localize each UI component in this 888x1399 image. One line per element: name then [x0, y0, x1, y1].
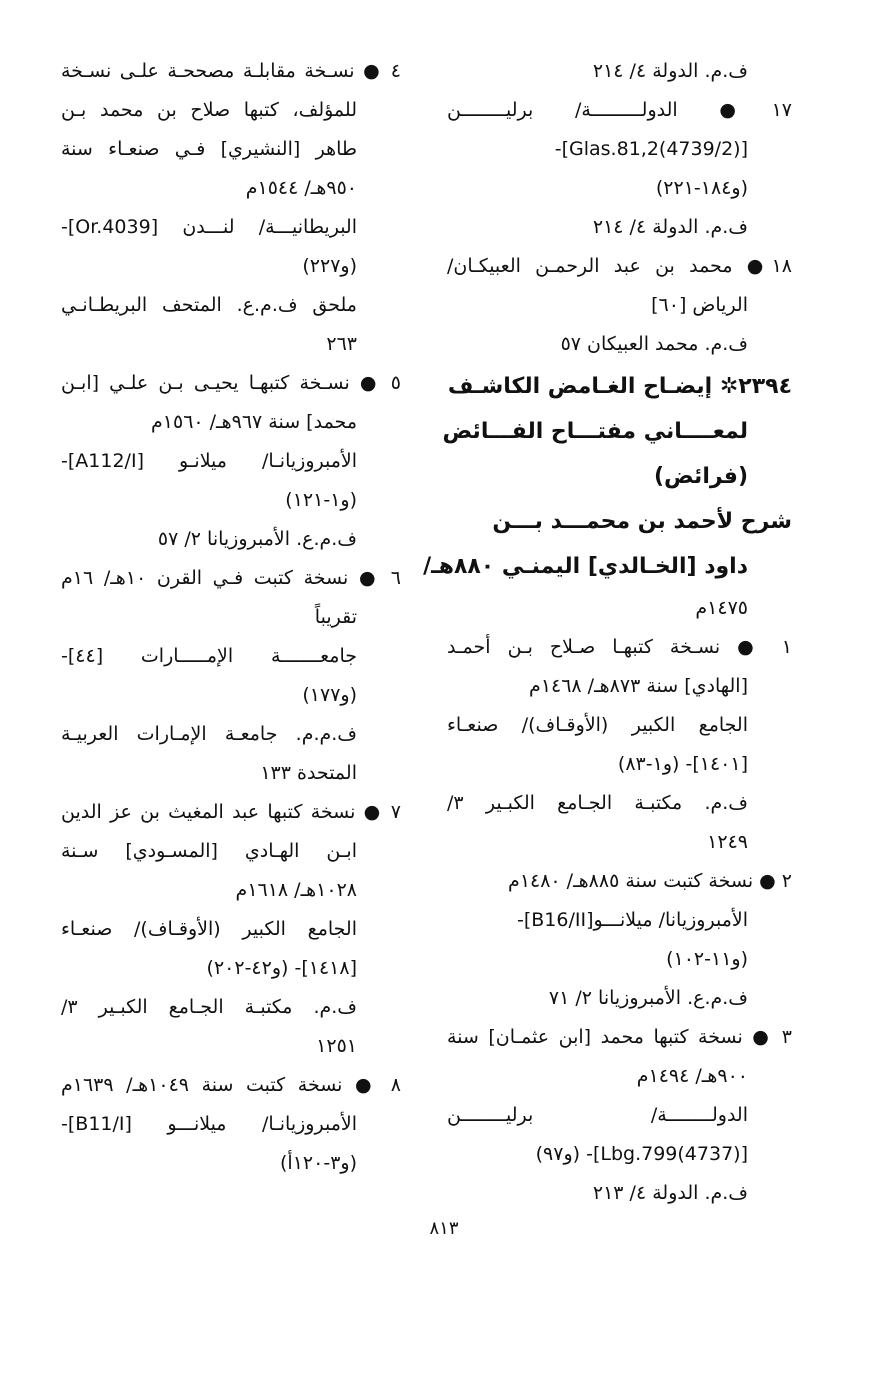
left-column	[61, 52, 401, 1183]
right-column-line: ١٧● الدولـــــــــة/ برليــــــــن	[447, 99, 792, 121]
right-column-line: ٣ ● نسخة كتبها محمد [ابن عثمـان] سنة	[447, 1026, 792, 1048]
left-column-line: ٩٥٠هـ/ ١٥٤٤م	[245, 177, 357, 199]
left-column-line: الجامع الكبير (الأوقـاف)/ صنعـاء	[61, 918, 357, 940]
left-column-line: البريطانيـــة/ لنـــدن [Or.4039]-	[61, 216, 357, 238]
left-column-line: الأمبروزيانـا/ ميلانـو [A112/I]-	[61, 450, 357, 472]
left-column-line: ف.م. مكتبـة الجـامع الكبـير ٣/	[61, 996, 357, 1018]
right-column-line: ١ ● نسـخة كتبهـا صـلاح بـن أحمـد	[447, 636, 792, 658]
right-column-line: ف.م. محمد العبيكان ٥٧	[560, 333, 748, 355]
right-column-line: ١٨● محمد بن عبد الرحمـن العبيكـان/	[447, 255, 792, 277]
right-column-line: شرح لأحمد بن محمـــد بـــن	[492, 509, 792, 534]
right-column-line: ٩٠٠هـ/ ١٤٩٤م	[636, 1065, 748, 1087]
left-column-line: جامعـــــــة الإمـــــارات [٤٤]-	[61, 645, 357, 667]
right-column-line: الدولــــــــة/ برليــــــــن	[447, 1104, 748, 1126]
left-column-line: محمد] سنة ٩٦٧هـ/ ١٥٦٠م	[151, 411, 357, 433]
right-column-line: [الهادي] سنة ٨٧٣هـ/ ١٤٦٨م	[529, 675, 748, 697]
right-column-line: ف.م. الدولة ٤/ ٢١٤	[592, 60, 748, 82]
right-column-line: (فرائض)	[653, 464, 748, 489]
right-column	[423, 52, 792, 1213]
left-column-line: ابـن الهـادي [المسـودي] سـنة	[61, 840, 357, 862]
left-column-line: ف.م.ع. الأمبروزيانا ٢/ ٥٧	[157, 528, 357, 550]
page-number: ٨١٣	[429, 1218, 459, 1239]
left-column-line: (و١٧٧)	[302, 684, 357, 706]
left-column-line: ١٠٢٨هـ/ ١٦١٨م	[235, 879, 357, 901]
left-column-line: ١٢٥١	[316, 1035, 357, 1057]
right-column-line: داود [الخـالدي] اليمنـي ٨٨٠هـ/	[423, 554, 748, 579]
right-column-line: ف.م. الدولة ٤/ ٢١٤	[592, 216, 748, 238]
right-column-line: (و١٨٤-٢٢١)	[655, 177, 748, 199]
left-column-line: ٨ ● نسخة كتبت سنة ١٠٤٩هـ/ ١٦٣٩م	[61, 1074, 401, 1096]
right-column-line: [Glas.81,2(4739/2)]-	[554, 138, 748, 160]
left-column-line: ٤ ● نسـخة مقابلـة مصححـة علـى نسـخة	[61, 60, 401, 82]
right-column-line: [١٤٠١]- (و١-٨٣)	[617, 753, 748, 775]
right-column-line: ١٢٤٩	[707, 831, 748, 853]
right-column-line: ف.م. الدولة ٤/ ٢١٣	[592, 1182, 748, 1204]
left-column-line: (و٢٢٧)	[302, 255, 357, 277]
left-column-line: ملحق ف.م.ع. المتحف البريطـانـي	[61, 294, 357, 316]
right-column-line: (و١١-١٠٢)	[666, 948, 748, 970]
right-column-line: ف.م.ع. الأمبروزيانا ٢/ ٧١	[548, 987, 748, 1009]
left-column-line: (و١-١٢١)	[285, 489, 357, 511]
right-column-line: ف.م. مكتبـة الجـامع الكبـير ٣/	[447, 792, 748, 814]
left-column-line: ف.م.م. جامعـة الإمـارات العربيـة	[61, 723, 357, 745]
right-column-line: الأمبروزيانا/ ميلانـــو[B16/II]-	[516, 909, 748, 931]
left-column-line: ٢٦٣	[326, 333, 357, 355]
left-column-line: [١٤١٨]- (و٤٢-٢٠٢)	[206, 957, 357, 979]
right-column-line: لمعــــاني مفتـــاح الفـــائض	[442, 419, 748, 444]
left-column-line: (و٣-١٢٠أ)	[280, 1152, 357, 1174]
right-column-line: ١٤٧٥م	[695, 597, 748, 619]
left-column-line: ٥ ● نسـخة كتبهـا يحيـى بـن علـي [ابـن	[61, 372, 401, 394]
right-column-line: ٢ ● نسخة كتبت سنة ٨٨٥هـ/ ١٤٨٠م	[508, 870, 792, 892]
right-column-line: [Lbg.799(4737)]- (و٩٧)	[535, 1143, 748, 1165]
left-column-line: للمؤلف، كتبها صلاح بن محمد بـن	[61, 99, 357, 121]
left-column-line: المتحدة ١٣٣	[260, 762, 357, 784]
left-column-line: ٦ ● نسخة كتبت فـي القرن ١٠هـ/ ١٦م	[61, 567, 401, 589]
right-column-line: الرياض [٦٠]	[651, 294, 748, 316]
left-column-line: تقريباً	[314, 606, 357, 628]
right-column-line: الجامع الكبير (الأوقـاف)/ صنعـاء	[447, 714, 748, 736]
left-column-line: ٧ ● نسخة كتبها عبد المغيث بن عز الدين	[61, 801, 401, 823]
left-column-line: الأمبروزيانـا/ ميلانـــو [B11/I]-	[61, 1113, 357, 1135]
right-column-line: ٢٣٩٤✲ إيضـاح الغـامض الكاشـف	[447, 374, 792, 399]
left-column-line: طاهر [النشيري] فـي صنعـاء سنة	[61, 138, 357, 160]
